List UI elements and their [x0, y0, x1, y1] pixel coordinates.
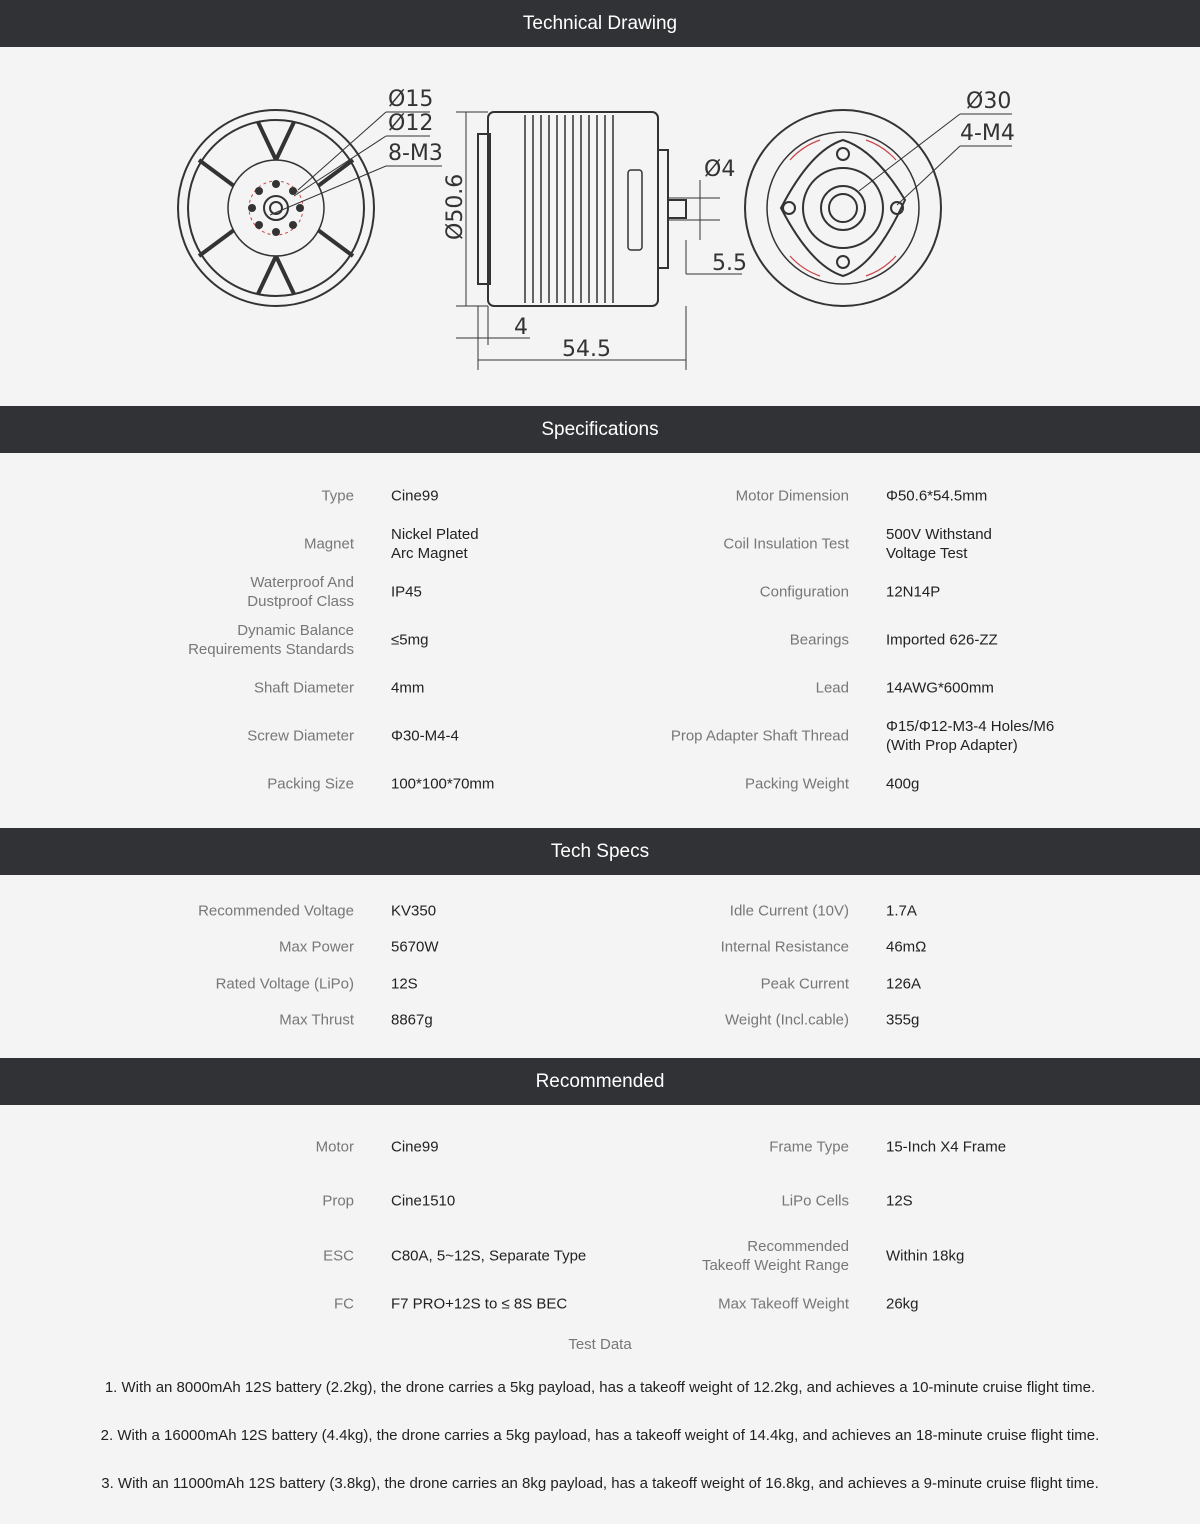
- spec-label: LiPo Cells: [781, 1192, 849, 1210]
- spec-value: Cine1510: [391, 1192, 456, 1210]
- spec-value: 26kg: [886, 1295, 919, 1313]
- dim-label-height: Ø50.6: [443, 173, 468, 240]
- section-header-specifications: Specifications: [0, 406, 1200, 453]
- spec-value: Φ30-M4-4: [391, 727, 459, 745]
- spec-value: 1.7A: [886, 902, 917, 920]
- spec-label: Bearings: [789, 631, 849, 649]
- dim-label-shaft-length: 5.5: [712, 251, 747, 276]
- spec-value: Cine99: [391, 1138, 439, 1156]
- spec-value: 46mΩ: [886, 938, 927, 956]
- spec-value: C80A, 5~12S, Separate Type: [391, 1247, 587, 1265]
- spec-value: 15-Inch X4 Frame: [886, 1138, 1007, 1156]
- spec-value: F7 PRO+12S to ≤ 8S BEC: [391, 1295, 568, 1313]
- section-header-tech-specs: Tech Specs: [0, 828, 1200, 875]
- test-note: 2. With a 16000mAh 12S battery (4.4kg), the drone carries a 5kg payload, has a takeoff weight of 14.4kg, and achieves an 18-minute cruise flight time.: [100, 1427, 1100, 1444]
- spec-label: Weight (Incl.cable): [725, 1011, 849, 1029]
- spec-value: 126A: [886, 975, 922, 993]
- motor-front-view: [178, 110, 374, 306]
- dim-label-d12: Ø12: [388, 111, 434, 136]
- technical-drawing: [0, 47, 1200, 406]
- spec-label: Frame Type: [769, 1138, 849, 1156]
- spec-value: 12S: [886, 1192, 913, 1210]
- spec-value: 8867g: [391, 1011, 433, 1029]
- dim-label-d30: Ø30: [966, 89, 1012, 114]
- spec-value: 5670W: [391, 938, 439, 956]
- spec-label: FC: [334, 1295, 354, 1313]
- spec-value: IP45: [391, 583, 422, 601]
- spec-value: Within 18kg: [886, 1247, 965, 1265]
- spec-label: Magnet: [303, 535, 354, 553]
- spec-value: Nickel Plated Arc Magnet: [391, 526, 479, 562]
- spec-label: Max Power: [278, 938, 354, 956]
- spec-label: Peak Current: [760, 975, 849, 993]
- test-note: 1. With an 8000mAh 12S battery (2.2kg), the drone carries a 5kg payload, has a takeoff weight of 12.2kg, and achieves a 10-minute cruise flight time.: [104, 1379, 1096, 1396]
- test-data-title: Test Data: [568, 1336, 632, 1353]
- spec-label: Configuration: [759, 583, 849, 601]
- spec-label: Prop: [322, 1192, 354, 1210]
- spec-value: 500V Withstand Voltage Test: [886, 526, 992, 562]
- spec-label: Recommended Voltage: [198, 902, 354, 920]
- spec-label: Packing Weight: [745, 775, 849, 793]
- section-header-technical-drawing: Technical Drawing: [0, 0, 1200, 47]
- spec-value: 12S: [391, 975, 418, 993]
- motor-side-view: [478, 112, 686, 306]
- spec-label: Recommended Takeoff Weight Range: [701, 1238, 849, 1274]
- dim-label-8m3: 8-M3: [388, 141, 443, 166]
- motor-back-view: [745, 110, 941, 306]
- dim-label-base: 4: [514, 315, 528, 340]
- spec-label: Internal Resistance: [720, 938, 849, 956]
- spec-value: ≤5mg: [391, 631, 429, 649]
- spec-value: KV350: [391, 902, 437, 920]
- spec-label: Idle Current (10V): [729, 902, 849, 920]
- spec-value: 12N14P: [886, 583, 941, 601]
- spec-value: 100*100*70mm: [391, 775, 495, 793]
- spec-value: 4mm: [391, 679, 425, 697]
- spec-label: Coil Insulation Test: [723, 535, 849, 553]
- spec-label: Shaft Diameter: [253, 679, 354, 697]
- spec-label: ESC: [323, 1247, 354, 1265]
- spec-label: Prop Adapter Shaft Thread: [670, 727, 849, 745]
- dim-label-d4: Ø4: [704, 157, 736, 182]
- spec-label: Max Thrust: [279, 1011, 354, 1029]
- spec-value: Cine99: [391, 487, 439, 505]
- spec-label: Max Takeoff Weight: [718, 1295, 849, 1313]
- dim-label-d15: Ø15: [388, 87, 434, 112]
- section-header-recommended: Recommended: [0, 1058, 1200, 1105]
- spec-value: 14AWG*600mm: [886, 679, 994, 697]
- spec-value: Imported 626-ZZ: [886, 631, 998, 649]
- spec-value: Φ15/Φ12-M3-4 Holes/M6 (With Prop Adapter): [886, 718, 1055, 754]
- spec-label: Screw Diameter: [247, 727, 354, 745]
- spec-label: Lead: [815, 679, 849, 697]
- dim-label-length: 54.5: [562, 337, 611, 362]
- spec-value: Φ50.6*54.5mm: [886, 487, 988, 505]
- dim-label-4m4: 4-M4: [960, 121, 1015, 146]
- spec-value: 400g: [886, 775, 920, 793]
- spec-label: Dynamic Balance Requirements Standards: [188, 622, 354, 658]
- spec-label: Waterproof And Dustproof Class: [247, 574, 354, 610]
- spec-label: Motor Dimension: [735, 487, 849, 505]
- spec-value: 355g: [886, 1011, 920, 1029]
- spec-label: Rated Voltage (LiPo): [215, 975, 354, 993]
- spec-label: Type: [321, 487, 354, 505]
- spec-label: Packing Size: [267, 775, 354, 793]
- spec-label: Motor: [315, 1138, 354, 1156]
- test-note: 3. With an 11000mAh 12S battery (3.8kg), the drone carries an 8kg payload, has a takeoff weight of 16.8kg, and achieves a 9-minute cruise flight time.: [101, 1475, 1099, 1492]
